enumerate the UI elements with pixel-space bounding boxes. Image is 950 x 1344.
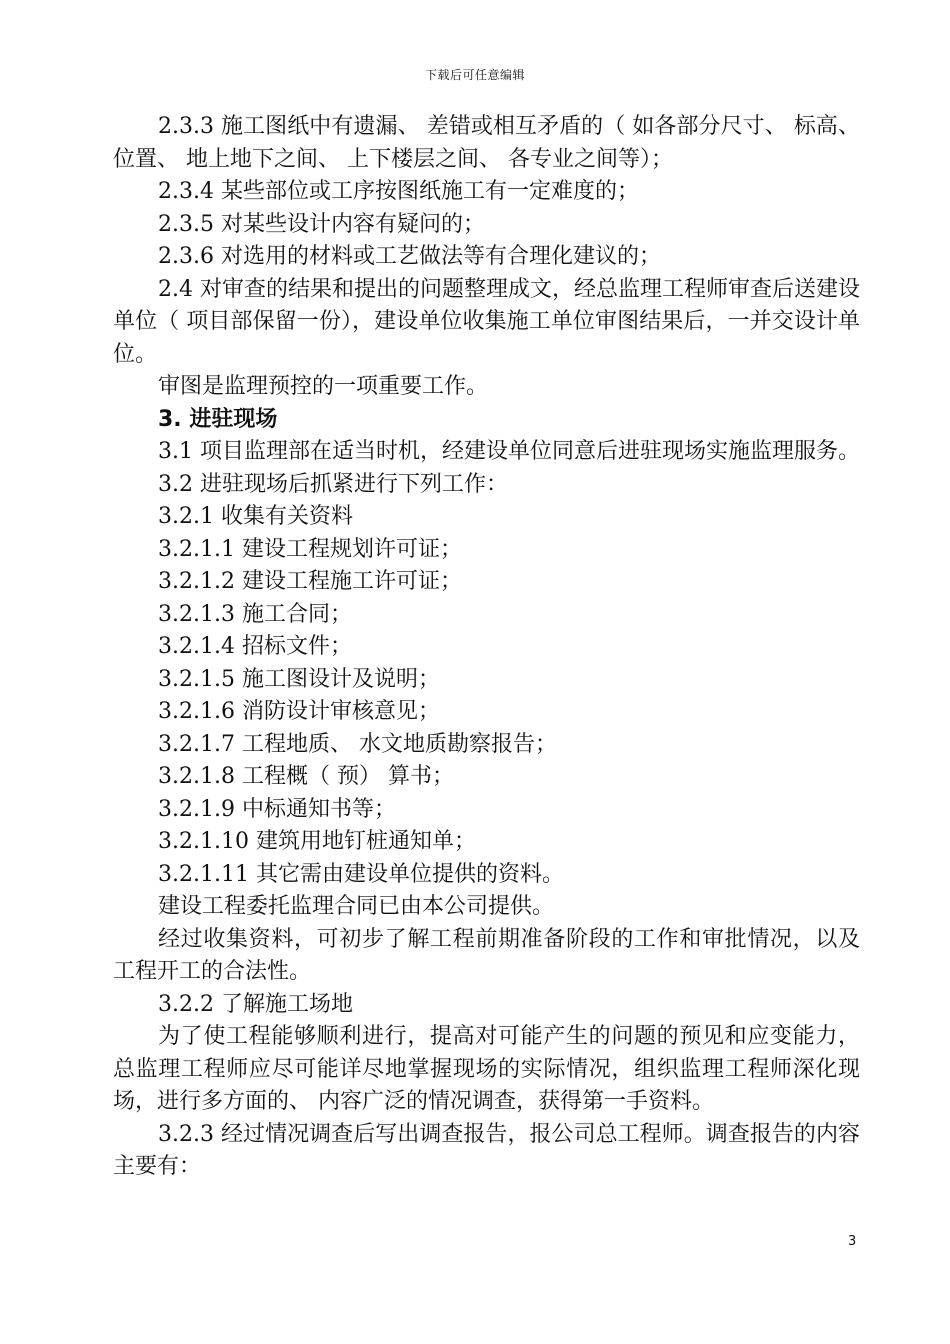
list-item-3-2-1-9: 3.2.1.9 中标通知书等；	[158, 796, 396, 822]
paragraph-3-2-2: 3.2.2 了解施工场地	[158, 991, 353, 1017]
paragraph-3-2-1: 3.2.1 收集有关资料	[158, 504, 353, 529]
list-item-3-2-1-1: 3.2.1.1 建设工程规划许可证；	[158, 536, 462, 562]
paragraph-collection-summary: 经过收集资料，可初步了解工程前期准备阶段的工作和审批情况，以及工程开工的合法性。	[113, 926, 860, 984]
paragraph-2-3-6: 2.3.6 对选用的材料或工艺做法等有合理化建议的；	[158, 244, 661, 269]
paragraph-2-3-5: 2.3.5 对某些设计内容有疑问的；	[158, 211, 485, 237]
paragraph-2-3-3: 2.3.3 施工图纸中有遗漏、 差错或相互矛盾的（ 如各部分尺寸、 标高、 位置、 地上地下之间、 上下楼层之间、 各专业之间等）；	[113, 114, 860, 172]
list-item-3-2-1-3: 3.2.1.3 施工合同；	[158, 601, 352, 627]
page-header: 下载后可任意编辑	[424, 68, 525, 82]
paragraph-3-2-3: 3.2.3 经过情况调查后写出调查报告，报公司总工程师。调查报告的内容主要有：	[113, 1121, 860, 1179]
list-item-3-2-1-5: 3.2.1.5 施工图设计及说明；	[158, 666, 440, 692]
document-body	[113, 111, 860, 1184]
list-item-3-2-1-6: 3.2.1.6 消防设计审核意见；	[158, 699, 440, 724]
paragraph-2-4: 2.4 对审查的结果和提出的问题整理成文，经总监理工程师审查后送建设单位（ 项目部保留一份），建设单位收集施工单位审图结果后，一并交设计单位。	[113, 276, 860, 367]
paragraph-site-survey: 为了使工程能够顺利进行，提高对可能产生的问题的预见和应变能力，总监理工程师应尽可能详尽地掌握现场的实际情况，组织监理工程师深化现场，进行多方面的、 内容广泛的情况调查，获得第一手资料。	[113, 1024, 860, 1114]
list-item-3-2-1-4: 3.2.1.4 招标文件；	[158, 634, 352, 659]
paragraph-3-1: 3.1 项目监理部在适当时机，经建设单位同意后进驻现场实施监理服务。	[158, 439, 860, 464]
page-number: 3	[848, 1234, 857, 1249]
paragraph-review-note: 审图是监理预控的一项重要工作。	[158, 374, 489, 399]
section-heading-3: 3. 进驻现场	[158, 406, 278, 432]
list-item-3-2-1-8: 3.2.1.8 工程概（ 预） 算书；	[158, 764, 454, 789]
paragraph-3-2: 3.2 进驻现场后抓紧进行下列工作：	[158, 471, 508, 497]
paragraph-2-3-4: 2.3.4 某些部位或工序按图纸施工有一定难度的；	[158, 179, 639, 204]
list-item-3-2-1-2: 3.2.1.2 建设工程施工许可证；	[158, 569, 462, 594]
list-item-3-2-1-11: 3.2.1.11 其它需由建设单位提供的资料。	[158, 861, 564, 887]
list-item-3-2-1-7: 3.2.1.7 工程地质、 水文地质勘察报告；	[158, 731, 557, 757]
paragraph-contract-note: 建设工程委托监理合同已由本公司提供。	[158, 894, 555, 919]
list-item-3-2-1-10: 3.2.1.10 建筑用地钉桩通知单；	[158, 829, 476, 854]
